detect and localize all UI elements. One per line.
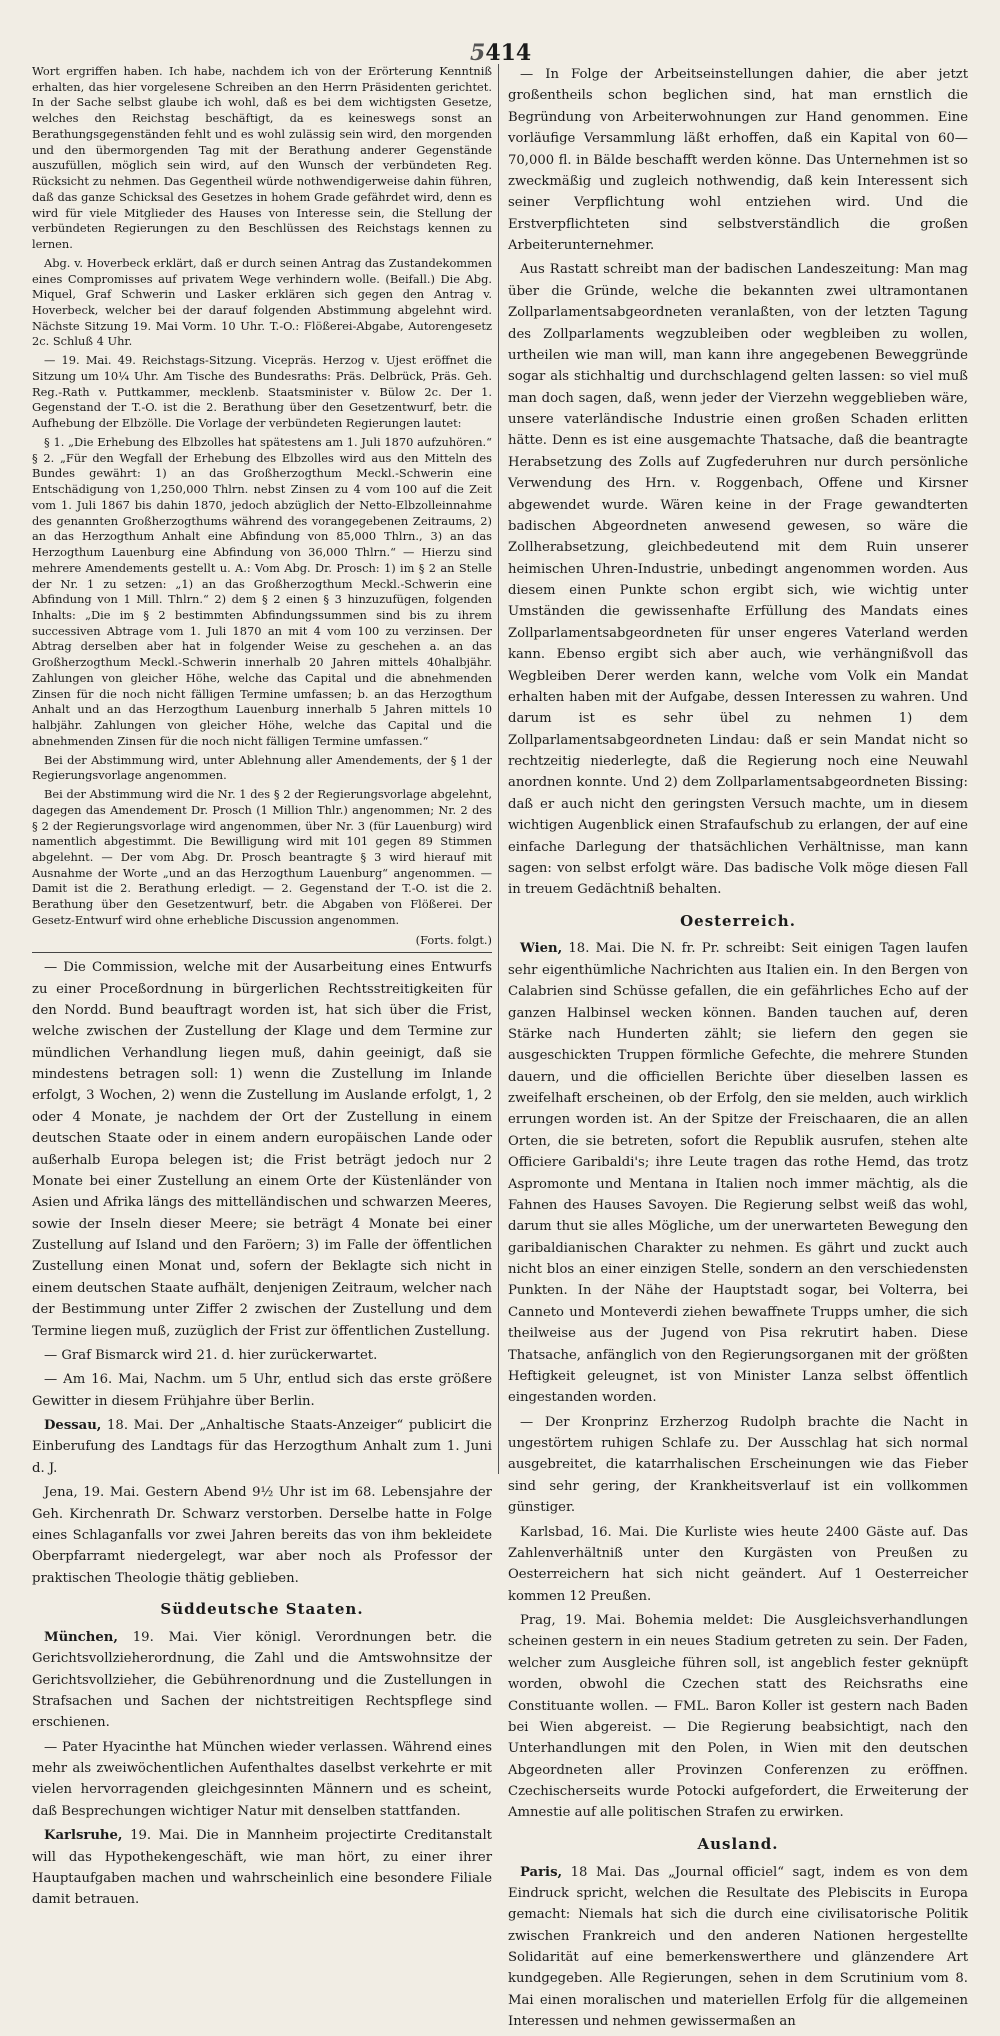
article-paragraph-paris [508,1862,968,2033]
dateline-city: Wien, [520,941,563,957]
article-paragraph: — Der Kronprinz Erzherzog Rudolph brachte die Nacht in ungestörtem ruhigen Schlafe zu. Der Ausschlag hat sich normal ausgebreitet, die katarrhalischen Erscheinungen wie das Fieber sind sehr gering, der Krankheitsverlauf ist ein vollkommen günstiger. [508,1414,968,1516]
article-paragraph: — Pater Hyacinthe hat München wieder verlassen. Während eines mehr als zweiwöchentlichen Aufenthaltes daselbst verkehrte er mit vielen hervorragenden gleichgesinnten Männern und es scheint, daß Besprechungen wichtiger Natur mit denselben stattfanden. [32,1739,492,1819]
article-text: 18. Mai. Die N. fr. Pr. schreibt: Seit einigen Tagen laufen sehr eigenthümliche Nachrichten aus Italien ein. In den Bergen von Calabrien sind Schüsse gefallen, die ein gefährliches Echo auf der ganzen Halbinsel wecken können. Banden tauchen auf, deren Stärke nach Hunderten zählt; sie liefern den gegen sie ausgeschickten Truppen förmliche Gefechte, die mehrere Stunden dauern, und die officiellen Berichte über dieselben lassen es zweifelhaft erscheinen, ob der Erfolg, den sie melden, auch wirklich errungen worden ist. An der Spitze der Freischaaren, die an allen Orten, die sie betreten, sofort die Republik ausrufen, stehen alte Officiere Garibaldi's; ihre Leute tragen das rothe Hemd, das trotz Aspromonte und Mentana in Italien noch immer mächtig, als die Fahnen des Hauses Savoyen. Die Regierung selbst weiß das wohl, darum thut sie alles Mögliche, um der unerwarteten Bewegung den garibaldianischen Charakter zu nehmen. Es gährt und zuckt auch nicht blos an einer einzigen Stelle, sondern an den verschiedensten Punkten. In der Nähe der Hauptstadt sogar, bei Volterra, bei Canneto und Monteverdi ziehen bewaffnete Trupps umher, die sich theilweise aus der Jugend von Pisa rekrutirt haben. Diese Thatsache, anfänglich von den Regierungsorganen mit der größten Heftigkeit geleugnet, ist von Minister Lanza selbst öffentlich eingestanden worden. [508,941,968,1406]
dateline-city: München, [44,1629,118,1645]
dateline-city: Paris, [520,1864,563,1880]
article-paragraph-wien [508,938,968,1408]
article-paragraph: Bei der Abstimmung wird die Nr. 1 des § 2 der Regierungsvorlage abgelehnt, dagegen das Amendement Dr. Prosch (1 Million Thlr.) angenommen; Nr. 2 des § 2 der Regierungsvorlage wird angenommen, über Nr. 3 (für Lauenburg) wird namentlich abgestimmt. Die Bewilligung wird mit 101 gegen 89 Stimmen abgelehnt. — Der vom Abg. Dr. Prosch beantragte § 3 wird hierauf mit Ausnahme der Worte „und an das Herzogthum Lauenburg“ angenommen. — Damit ist die 2. Berathung erledigt. — 2. Gegenstand der T.-O. ist die 2. Berathung über den Gesetzentwurf, betr. die Abgaben von Flößerei. Der Gesetz-Entwurf wird ohne erhebliche Discussion angenommen. [32,787,492,927]
article-paragraph: Prag, 19. Mai. Bohemia meldet: Die Ausgleichsverhandlungen scheinen gestern in ein neues Stadium getreten zu sein. Der Faden, welcher zum Ausgleiche führen soll, ist angeblich fester geknüpft worden, obwohl die Czechen statt des Reichsraths eine Constituante wollen. — FML. Baron Koller ist gestern nach Baden bei Wien abgereist. — Die Regierung beabsichtigt, nach den Unterhandlungen mit den Polen, in Wien mit den deutschen Abgeordneten aller Provinzen Conferenzen zu eröffnen. Czechischerseits wurde Potocki aufgefordert, die Erweiterung der Amnestie auf alle politischen Strafen zu erwirken. [508,1613,968,1821]
section-heading: Ausland. [697,1834,779,1853]
article-paragraph: Karlsbad, 16. Mai. Die Kurliste wies heute 2400 Gäste auf. Das Zahlenverhältniß unter den Kurgästen von Preußen zu Oesterreichern hat sich nicht geändert. Auf 1 Oesterreicher kommen 12 Preußen. [508,1524,968,1604]
continuation-note: (Forts. folgt.) [415,932,492,947]
article-paragraph-muenchen [32,1627,492,1734]
article-text: 19. Mai. Die in Mannheim projectirte Creditanstalt will das Hypothekengeschäft, wie man hört, zu einer ihrer Hauptaufgaben machen und wahrscheinlich eine besondere Filiale damit betrauen. [32,1828,492,1908]
article-paragraph-dessau [32,1415,492,1479]
page-number [470,40,531,66]
right-column [508,64,968,2036]
article-paragraph: § 1. „Die Erhebung des Elbzolles hat spätestens am 1. Juli 1870 aufzuhören.“ § 2. „Für den Wegfall der Erhebung des Elbzolles wird aus den Mitteln des Bundes gewährt: 1) an das Großherzogthum Meckl.-Schwerin eine Entschädigung von 1,250,000 Thlrn. nebst Zinsen zu 4 vom 100 auf die Zeit vom 1. Juli 1867 bis dahin 1870, jedoch abzüglich der Netto-Elbzolleinnahme des genannten Großherzogthums während des vorangegebenen Zeitraums, 2) an das Herzogthum Anhalt eine Abfindung von 85,000 Thlrn., 3) an das Herzogthum Lauenburg eine Abfindung von 36,000 Thlrn.“ — Hierzu sind mehrere Amendements gestellt u. A.: Vom Abg. Dr. Prosch: 1) im § 2 an Stelle der Nr. 1 zu setzen: „1) an das Großherzogthum Meckl.-Schwerin eine Abfindung von 1 Mill. Thlrn.“ 2) dem § 2 einen § 3 hinzuzufügen, folgenden Inhalts: „Die im § 2 bestimmten Abfindungssummen sind bis zu ihrem successiven Abtrage vom 1. Juli 1870 an mit 4 vom 100 zu verzinsen. Der Abtrag derselben aber hat in folgender Weise zu geschehen a. an das Großherzogthum Meckl.-Schwerin innerhalb 20 Jahren mittels 40halbjähr. Zahlungen von gleicher Höhe, welche das Capital und die abnehmenden Zinsen für die noch nicht fälligen Termine umfassen; b. an das Herzogthum Anhalt und an das Herzogthum Lauenburg innerhalb 5 Jahren mittels 10 halbjähr. Zahlungen von gleicher Höhe, welche das Capital und die abnehmenden Zinsen für die noch nicht fälligen Termine umfassen.“ [32,434,492,748]
article-paragraph: — Graf Bismarck wird 21. d. hier zurückerwartet. [44,1347,378,1363]
handwritten-mark: 5 [470,40,486,66]
article-paragraph: — In Folge der Arbeitseinstellungen dahier, die aber jetzt großentheils schon beglichen sind, hat man ernstlich die Begründung von Arbeiterwohnungen zur Hand genommen. Eine vorläufige Versammlung läßt erhoffen, daß ein Kapital von 60—70,000 fl. in Bälde beschafft werden könne. Das Unternehmen ist so zweckmäßig und zugleich nothwendig, daß kein Interessent sich seiner Verpflichtung wohl entziehen wird. Und die Erstverpflichteten sind selbstverständlich die großen Arbeiterunternehmer. [508,67,968,253]
dateline-city: Dessau, [44,1418,102,1434]
separator-rule [32,952,492,953]
article-paragraph: — Am 16. Mai, Nachm. um 5 Uhr, entlud sich das erste größere Gewitter in diesem Frühjahre über Berlin. [32,1372,492,1409]
article-paragraph: Abg. v. Hoverbeck erklärt, daß er durch seinen Antrag das Zustandekommen eines Compromisses auf privatem Wege verhindern wolle. (Beifall.) Die Abg. Miquel, Graf Schwerin und Lasker erklären sich gegen den Antrag v. Hoverbeck, welcher bei der darauf folgenden Abstimmung abgelehnt wird. Nächste Sitzung 19. Mai Vorm. 10 Uhr. T.-O.: Flößerei-Abgabe, Autorengesetz 2c. Schluß 4 Uhr. [32,255,492,349]
dateline-city: Karlsruhe, [44,1828,123,1844]
article-paragraph: Aus Rastatt schreibt man der badischen Landeszeitung: Man mag über die Gründe, welche die bekannten zwei ultramontanen Zollparlamentsabgeordneten veranlaßten, von der letzten Tagung des Zollparlaments wegzubleiben oder wegbleiben zu wollen, urtheilen wie man will, man kann ihre angegebenen Beweggründe sogar als stichhaltig und durchschlagend gelten lassen: so viel muß man doch sagen, daß, wenn jeder der Vierzehn weggeblieben wäre, unsere vaterländische Industrie einen großen Schaden erlitten hätte. Denn es ist eine ausgemachte Thatsache, daß die beantragte Herabsetzung des Zolls auf Zugfederuhren nur durch persönliche Verwendung des Hrn. v. Roggenbach, Offene und Kirsner abgewendet wurde. Wären keine in der Frage gewandterten badischen Abgeordneten anwesend gewesen, so wäre die Zollherabsetzung, gleichbedeutend mit dem Ruin unserer heimischen Uhren-Industrie, unbedingt angenommen worden. Aus diesem einen Punkte schon ergibt sich, wie wichtig unter Umständen die gewissenhafte Erfüllung des Mandats eines Zollparlamentsabgeordneten für unser engeres Vaterland werden kann. Ebenso ergibt sich aber auch, wie verhängnißvoll das Wegbleiben Derer werden kann, welche vom Volk ein Mandat erhalten haben mit der Aufgabe, dessen Interessen zu wahren. Und darum ist es sehr übel zu nehmen 1) dem Zollparlamentsabgeordneten Lindau: daß er sein Mandat nicht so rechtzeitig niederlegte, daß die Regierung noch eine Neuwahl anordnen konnte. Und 2) dem Zollparlamentsabgeordneten Bissing: daß er auch nicht den geringsten Versuch machte, um in diesem wichtigen Augenblick einen Strafaufschub zu erlangen, der auf eine einfache Darlegung der thatsächlichen Verhältnisse, man kann sagen: von selbst erfolgt wäre. Das badische Volk möge diesen Fall in treuem Gedächtniß behalten. [508,262,968,898]
article-paragraph: Jena, 19. Mai. Gestern Abend 9½ Uhr ist im 68. Lebensjahre der Geh. Kirchenrath Dr. Schwarz verstorben. Derselbe hatte in Folge eines Schlaganfalls vor zwei Jahren bereits das von ihm bekleidete Oberpfarramt niedergelegt, war aber noch als Professor der praktischen Theologie thätig geblieben. [32,1485,492,1586]
column-divider [498,64,499,1474]
article-text: 18 Mai. Das „Journal officiel“ sagt, indem es von dem Eindruck spricht, welchen die Resultate des Plebiscits in Europa gemacht: Niemals hat sich die durch eine civilisatorische Politik zwischen Frankreich und den anderen Nationen hergestellte Solidarität auf eine bemerkenswerthere und glänzendere Art kundgegeben. Alle Regierungen, sehen in dem Scrutinium vom 8. Mai einen moralischen und materiellen Erfolg für die allgemeinen Interessen und nehmen gewissermaßen an [508,1864,968,2030]
section-heading: Oesterreich. [680,911,796,930]
section-heading: Süddeutsche Staaten. [160,1600,364,1619]
article-paragraph: — 19. Mai. 49. Reichstags-Sitzung. Vicepräs. Herzog v. Ujest eröffnet die Sitzung um 10¼ Uhr. Am Tische des Bundesraths: Präs. Delbrück, Präs. Geh. Reg.-Rath v. Puttkammer, mecklenb. Staatsminister v. Bülow 2c. Der 1. Gegenstand der T.-O. ist die 2. Berathung über den Gesetzentwurf, betr. die Aufhebung der Elbzölle. Die Vorlage der verbündeten Regierungen lautet: [32,353,492,431]
article-paragraph-karlsruhe [32,1825,492,1911]
left-column [32,64,492,1914]
article-paragraph: — Die Commission, welche mit der Ausarbeitung eines Entwurfs zu einer Proceßordnung in bürgerlichen Rechtsstreitigkeiten für den Nordd. Bund beauftragt worden ist, hat sich über die Frist, welche zwischen der Zustellung der Klage und dem Termine zur mündlichen Verhandlung liegen muß, dahin geeinigt, daß sie mindestens betragen soll: 1) wenn die Zustellung im Inlande erfolgt, 3 Wochen, 2) wenn die Zustellung im Auslande erfolgt, 1, 2 oder 4 Monate, je nachdem der Ort der Zustellung in einem deutschen Staate oder in einem andern europäischen Lande oder außerhalb Europa belegen ist; die Frist beträgt jedoch nur 2 Monate bei einer Zustellung an einem Orte der Küstenländer von Asien und Afrika längs des mittelländischen und schwarzen Meeres, sowie der Inseln dieser Meere; sie beträgt 4 Monate bei einer Zustellung auf Island und den Faröern; 3) im Falle der öffentlichen Zustellung einen Monat und, sofern der Beklagte sich nicht in einem deutschen Staate aufhält, denjenigen Zeitraum, welcher nach der Bestimmung unter Ziffer 2 zwischen der Zustellung und dem Termine liegen muß, zuzüglich der Frist zur öffentlichen Zustellung. [32,960,492,1339]
article-text: 18. Mai. Der „Anhaltische Staats-Anzeiger“ publicirt die Einberufung des Landtags für das Herzogthum Anhalt zum 1. Juni d. J. [32,1418,492,1476]
article-text: 19. Mai. Vier königl. Verordnungen betr. die Gerichtsvollzieherordnung, die Zahl und die Amtswohnsitze der Gerichtsvollzieher, die Gebührenordnung und die Zustellungen in Strafsachen und Sachen der nichtstreitigen Rechtspflege sind erschienen. [32,1629,492,1731]
article-paragraph: Bei der Abstimmung wird, unter Ablehnung aller Amendements, der § 1 der Regierungsvorlage angenommen. [32,752,492,783]
page-number-text: 414 [485,40,532,66]
article-paragraph: Wort ergriffen haben. Ich habe, nachdem ich von der Erörterung Kenntniß erhalten, das hier vorgelesene Schreiben an den Herrn Präsidenten gerichtet. In der Sache selbst glaube ich wohl, daß es bei dem wichtigsten Gesetze, welches den Reichstag beschäftigt, da es keineswegs sonst an Berathungsgegenständen fehlt und es wohl zulässig sein wird, den morgenden und den übermorgenden Tag mit der Berathung anderer Gegenstände auszufüllen, möglich sein wird, auf den Wunsch der verbündeten Reg. Rücksicht zu nehmen. Das Gegentheil würde nothwendigerweise dahin führen, daß das ganze Schicksal des Gesetzes in hohem Grade gefährdet wird, denn es wird für viele Mitglieder des Hauses von Interesse sein, die Stellung der verbündeten Regierungen zu den Beschlüssen des Reichstags kennen zu lernen. [32,64,492,252]
